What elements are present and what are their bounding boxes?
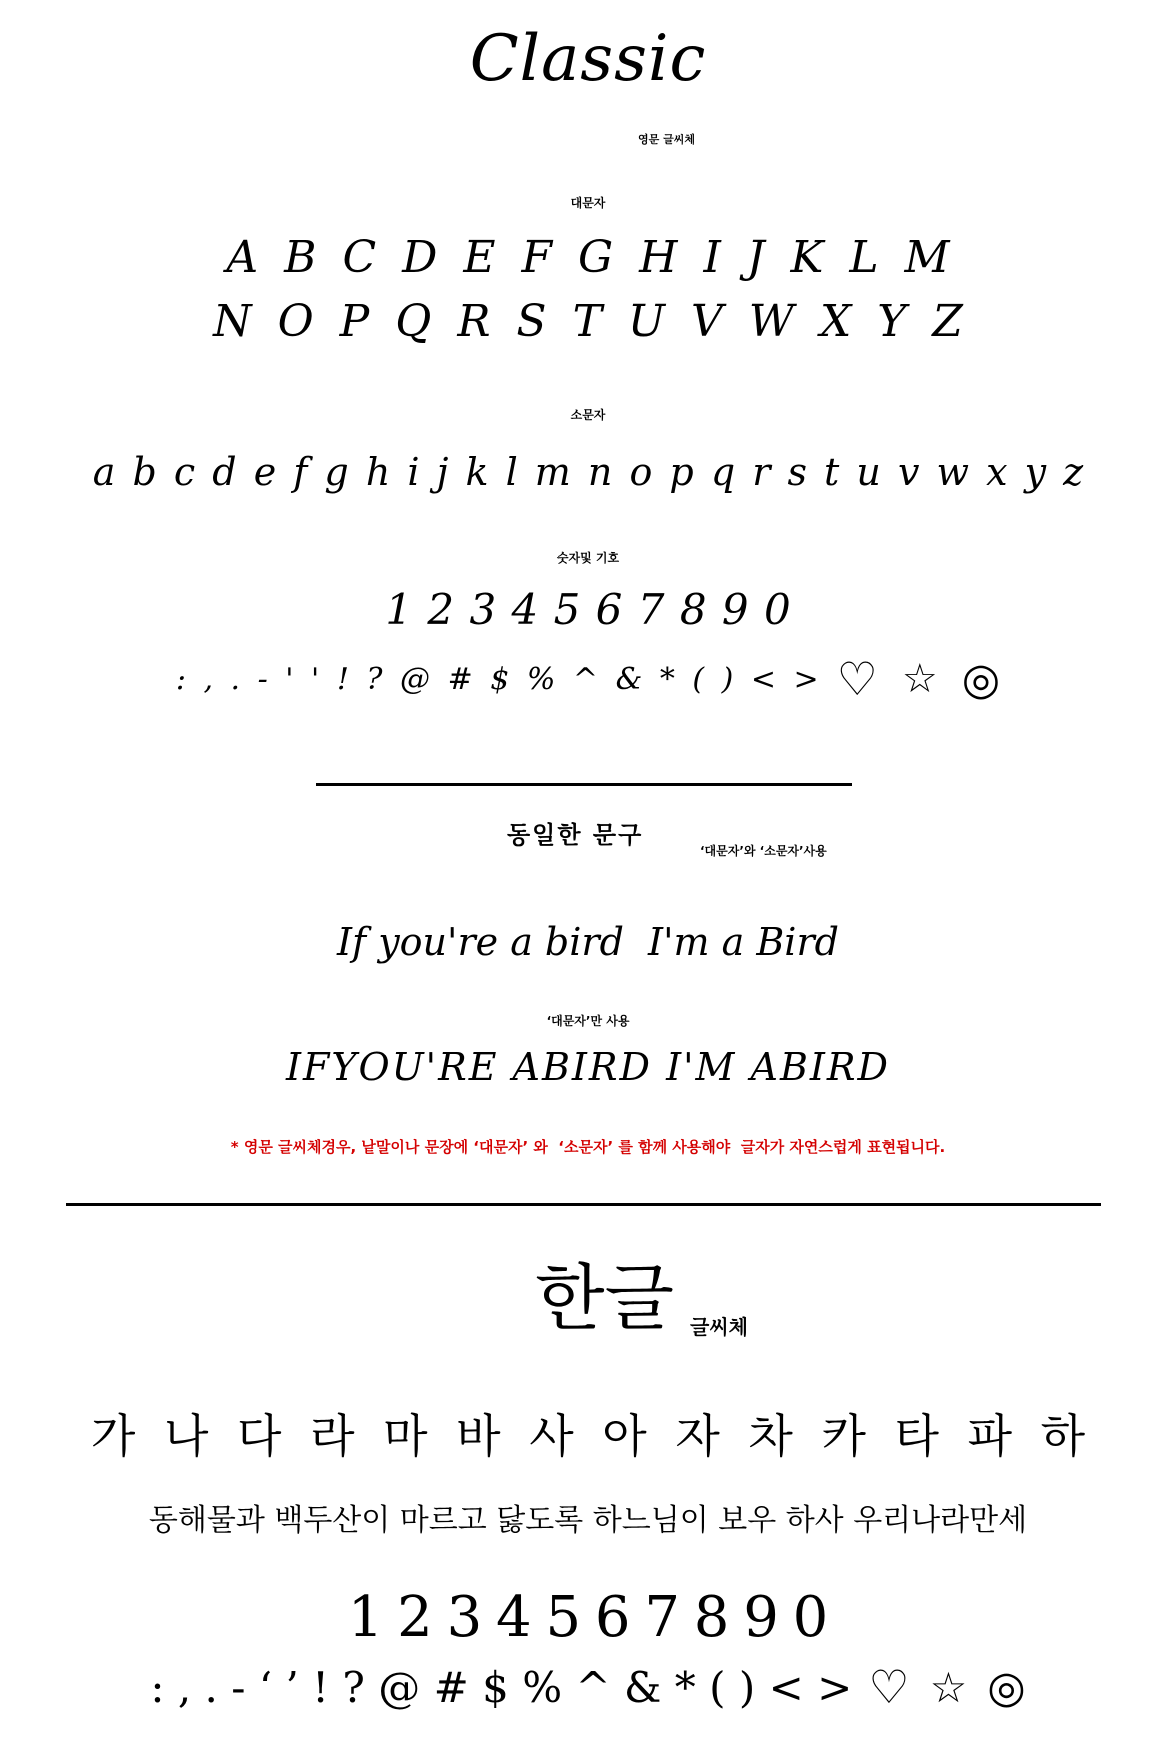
symbols-row: : , . - ' ' ! ? @ # $ % ^ & * ( ) < >: [175, 661, 819, 697]
warning-note: * 영문 글씨체경우, 낱말이나 문장에 ‘대문자’ 와 ‘소문자’ 를 함께 사용해야 글자가 자연스럽게 표현됩니다.: [230, 1138, 946, 1156]
divider-1: [316, 783, 852, 786]
uppercase-row-1: A B C D E F G H I J K L M: [226, 232, 950, 283]
uppercase-only-sample: IFYOU'RE ABIRD I'M ABIRD: [286, 1045, 890, 1089]
mixed-case-note: ‘대문자’와 ‘소문자’사용: [700, 844, 827, 858]
korean-symbols-line: [0, 1660, 1176, 1714]
star-icon: ☆: [929, 1662, 968, 1712]
korean-subtitle: 글씨체: [690, 1315, 748, 1339]
star-icon: ☆: [901, 656, 938, 702]
symbols-line: [0, 652, 1176, 706]
lowercase-label: 소문자: [570, 408, 606, 422]
page-title: Classic: [469, 22, 707, 96]
page-subtitle: 영문 글씨체: [638, 133, 695, 146]
numbers-label: 숫자및 기호: [556, 551, 620, 565]
numbers-row: 1 2 3 4 5 6 7 8 9 0: [385, 585, 791, 634]
double-circle-icon: ◎: [961, 653, 1001, 705]
uppercase-only-note: ‘대문자’만 사용: [546, 1014, 630, 1028]
korean-numbers-row: 1 2 3 4 5 6 7 8 9 0: [347, 1585, 829, 1650]
double-circle-icon: ◎: [987, 1661, 1026, 1713]
divider-2: [66, 1203, 1101, 1206]
heart-icon: ♡: [836, 652, 878, 706]
uppercase-row-2: N O P Q R S T U V W X Y Z: [213, 296, 963, 347]
same-phrase-heading: 동일한 문구: [507, 821, 644, 849]
mixed-case-sample: If you're a bird I'm a Bird: [337, 920, 839, 964]
lowercase-row: a b c d e f g h i j k l m n o p q r s t u v w x y z: [92, 450, 1084, 494]
heart-icon: ♡: [868, 1660, 910, 1714]
korean-title: 한글: [535, 1256, 675, 1340]
korean-consonants-row: 가 나 다 라 마 바 사 아 자 차 카 타 파 하: [90, 1409, 1086, 1463]
korean-symbols-row: : , . - ‘ ’ ! ? @ # $ % ^ & * ( ) < >: [150, 1662, 853, 1712]
uppercase-label: 대문자: [570, 196, 606, 210]
korean-sentence-row: 동해물과 백두산이 마르고 닳도록 하느님이 보우 하사 우리나라만세: [148, 1503, 1028, 1538]
